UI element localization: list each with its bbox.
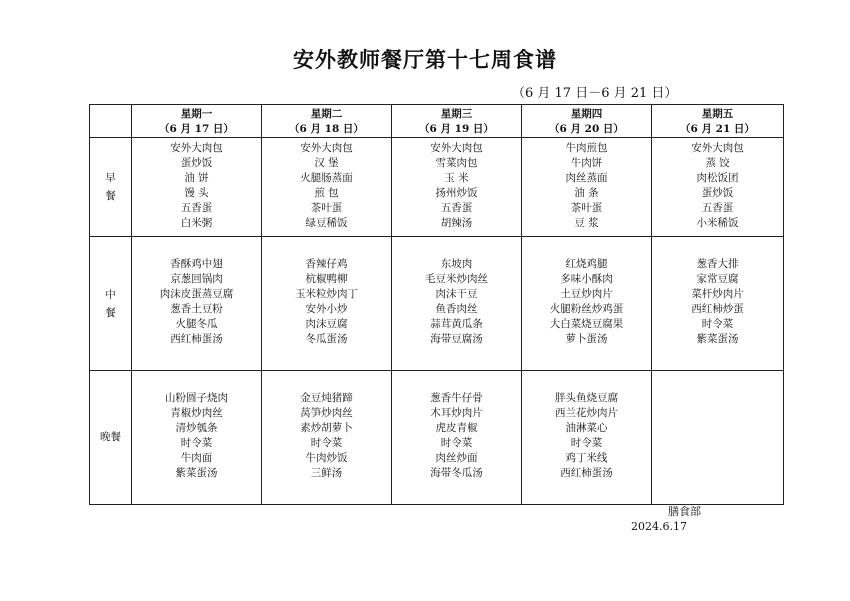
- dish-item: 豆 浆: [574, 217, 599, 229]
- dish-item: 时令菜: [310, 437, 343, 449]
- dish-item: 萝卜蛋汤: [565, 333, 608, 345]
- dish-list: [522, 257, 651, 347]
- dish-item: 山粉圆子烧肉: [165, 392, 228, 404]
- dish-item: 青椒炒肉丝: [170, 407, 223, 419]
- menu-cell: [132, 138, 262, 237]
- meal-label-breakfast: 早餐: [90, 138, 132, 237]
- dish-item: 油 饼: [184, 172, 209, 184]
- dish-list: [132, 141, 261, 231]
- dish-item: 红烧鸡腿: [565, 258, 608, 270]
- dish-item: 安外大肉包: [170, 142, 223, 154]
- dinner-row: [90, 371, 784, 505]
- dish-item: 扬州炒饭: [435, 187, 478, 199]
- dish-item: 牛肉炒饭: [305, 452, 348, 464]
- dish-item: 雪菜肉包: [435, 157, 478, 169]
- dish-item: 蒸 饺: [705, 157, 730, 169]
- dish-item: 家常豆腐: [696, 273, 739, 285]
- dish-item: 安外大肉包: [300, 142, 353, 154]
- dish-item: 葱香牛仔骨: [430, 392, 483, 404]
- dish-item: 绿豆稀饭: [305, 217, 348, 229]
- dish-item: 五香蛋: [440, 202, 473, 214]
- dish-item: 鸡丁米线: [565, 452, 608, 464]
- dish-item: 毛豆米炒肉丝: [425, 273, 488, 285]
- dish-item: 时令菜: [180, 437, 213, 449]
- header-row: [90, 105, 784, 138]
- dish-item: 肉松饭团: [696, 172, 739, 184]
- dish-item: 蛋炒饭: [701, 187, 734, 199]
- dish-list: [652, 257, 783, 347]
- menu-cell: [652, 371, 784, 505]
- dish-item: 莴笋炒肉丝: [300, 407, 353, 419]
- dish-item: 西兰花炒肉片: [555, 407, 618, 419]
- day-name: 星期一: [180, 108, 213, 120]
- dish-item: 海带豆腐汤: [430, 333, 483, 345]
- corner-cell: [90, 105, 132, 138]
- dish-item: 冬瓜蛋汤: [305, 333, 348, 345]
- dish-item: 杭椒鸭柳: [305, 273, 348, 285]
- dish-item: 五香蛋: [701, 202, 734, 214]
- dish-item: 馒 头: [184, 187, 209, 199]
- dish-list: [522, 391, 651, 481]
- dish-item: 肉丝蒸面: [565, 172, 608, 184]
- menu-cell: [522, 237, 652, 371]
- dish-item: 安外大肉包: [430, 142, 483, 154]
- day-name: 星期三: [440, 108, 473, 120]
- dish-item: 西红柿蛋汤: [170, 333, 223, 345]
- menu-cell: [262, 371, 392, 505]
- dish-item: 胡辣汤: [440, 217, 473, 229]
- day-name: 星期五: [701, 108, 734, 120]
- dish-item: 茶叶蛋: [310, 202, 343, 214]
- date-range: （6 月 17 日－6 月 21 日）: [512, 86, 678, 101]
- day-name: 星期四: [570, 108, 603, 120]
- dish-list: [262, 391, 391, 481]
- dish-item: 东坡肉: [440, 258, 473, 270]
- breakfast-row: [90, 138, 784, 237]
- dish-item: 紫菜蛋汤: [175, 467, 218, 479]
- day-date: （6 月 20 日）: [549, 123, 624, 135]
- day-date: （6 月 17 日）: [159, 123, 234, 135]
- menu-cell: [132, 237, 262, 371]
- meal-label-lunch: 中餐: [90, 237, 132, 371]
- dish-item: 牛肉煎包: [565, 142, 608, 154]
- footer-date: 2024.6.17: [631, 520, 687, 533]
- dish-item: 牛肉饼: [570, 157, 603, 169]
- lunch-row: [90, 237, 784, 371]
- dish-list: [392, 257, 521, 347]
- dish-item: 时令菜: [570, 437, 603, 449]
- menu-cell: [262, 237, 392, 371]
- menu-cell: [652, 237, 784, 371]
- day-date: （6 月 21 日）: [680, 123, 755, 135]
- dish-item: 葱香土豆粉: [170, 303, 223, 315]
- day-date: （6 月 18 日）: [289, 123, 364, 135]
- dish-item: 紫菜蛋汤: [696, 333, 739, 345]
- dish-item: 葱香大排: [696, 258, 739, 270]
- day-header-tue: [262, 105, 392, 138]
- menu-cell: [652, 138, 784, 237]
- dish-item: 香酥鸡中翅: [170, 258, 223, 270]
- dish-item: 京葱回锅肉: [170, 273, 223, 285]
- day-header-mon: [132, 105, 262, 138]
- dish-item: 虎皮青椒: [435, 422, 478, 434]
- dish-item: 肉沫干豆: [435, 288, 478, 300]
- menu-cell: [132, 371, 262, 505]
- dish-item: 汉 堡: [314, 157, 339, 169]
- dish-item: 胖头鱼烧豆腐: [555, 392, 618, 404]
- dish-item: 时令菜: [701, 318, 734, 330]
- menu-cell: [392, 237, 522, 371]
- dish-item: 鱼香肉丝: [435, 303, 478, 315]
- dish-item: 肉沫皮蛋蒸豆腐: [159, 288, 234, 300]
- dish-item: 火腿粉丝炒鸡蛋: [549, 303, 624, 315]
- dish-list: [392, 391, 521, 481]
- dish-item: 安外大肉包: [691, 142, 744, 154]
- dish-item: 油淋菜心: [565, 422, 608, 434]
- dish-list: [132, 257, 261, 347]
- dish-item: 小米稀饭: [696, 217, 739, 229]
- dish-item: 海带冬瓜汤: [430, 467, 483, 479]
- day-header-fri: [652, 105, 784, 138]
- dish-item: 煎 包: [314, 187, 339, 199]
- dish-item: 西红柿蛋汤: [560, 467, 613, 479]
- dish-item: 肉沫豆腐: [305, 318, 348, 330]
- dish-item: 玉米粒炒肉丁: [295, 288, 358, 300]
- menu-cell: [392, 138, 522, 237]
- page-title: 安外教师餐厅第十七周食谱: [293, 48, 557, 72]
- dish-list: [132, 391, 261, 481]
- dish-item: 安外小炒: [305, 303, 348, 315]
- dish-list: [262, 141, 391, 231]
- dish-item: 西红柿炒蛋: [691, 303, 744, 315]
- day-date: （6 月 19 日）: [419, 123, 494, 135]
- dish-item: 蒜茸黄瓜条: [430, 318, 483, 330]
- dish-list: [262, 257, 391, 347]
- dish-item: 三鲜汤: [310, 467, 343, 479]
- day-name: 星期二: [310, 108, 343, 120]
- dish-item: 清炒瓠条: [175, 422, 218, 434]
- dish-item: 时令菜: [440, 437, 473, 449]
- dish-item: 土豆炒肉片: [560, 288, 613, 300]
- dish-item: 木耳炒肉片: [430, 407, 483, 419]
- menu-cell: [262, 138, 392, 237]
- day-header-thu: [522, 105, 652, 138]
- dish-item: 香辣仔鸡: [305, 258, 348, 270]
- dish-list: [652, 141, 783, 231]
- menu-cell: [522, 138, 652, 237]
- menu-table: [89, 104, 784, 505]
- dish-item: 多味小酥肉: [560, 273, 613, 285]
- dish-list: [392, 141, 521, 231]
- dish-item: 五香蛋: [180, 202, 213, 214]
- dish-item: 大白菜烧豆腐果: [549, 318, 624, 330]
- dish-item: 白米粥: [180, 217, 213, 229]
- dish-item: 火腿冬瓜: [175, 318, 218, 330]
- dish-item: 金豆炖猪蹄: [300, 392, 353, 404]
- menu-cell: [392, 371, 522, 505]
- dish-item: 火腿肠蒸面: [300, 172, 353, 184]
- dish-list: [522, 141, 651, 231]
- dish-item: 菜杆炒肉片: [691, 288, 744, 300]
- dish-item: 肉丝炒面: [435, 452, 478, 464]
- footer-department: 膳食部: [668, 505, 701, 518]
- dish-item: 蛋炒饭: [180, 157, 213, 169]
- dish-item: 茶叶蛋: [570, 202, 603, 214]
- dish-item: 牛肉面: [180, 452, 213, 464]
- day-header-wed: [392, 105, 522, 138]
- menu-cell: [522, 371, 652, 505]
- dish-item: 素炒胡萝卜: [300, 422, 353, 434]
- dish-item: 玉 米: [444, 172, 469, 184]
- dish-item: 油 条: [574, 187, 599, 199]
- meal-label-dinner: 晚餐: [90, 371, 132, 505]
